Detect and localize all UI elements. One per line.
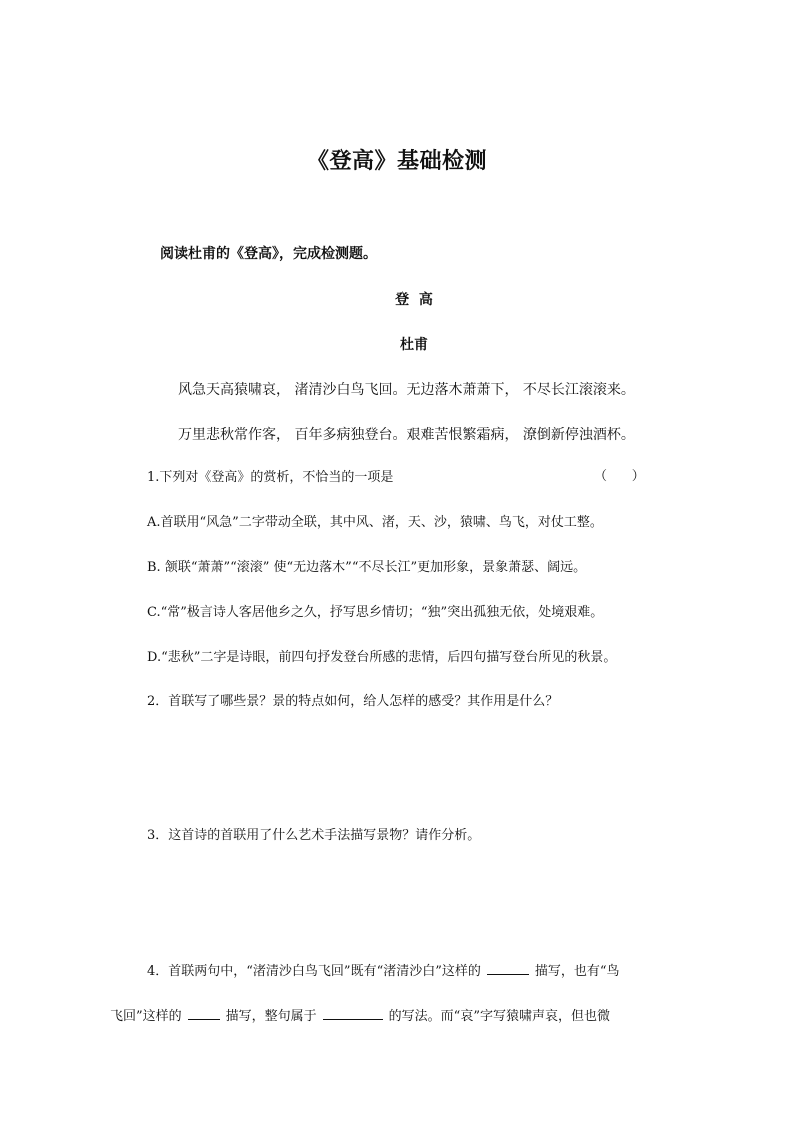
page-title: 《登高》基础检测 — [306, 148, 487, 174]
poem-line-1: 风急天高猿啸哀， 渚清沙白鸟飞回。无边落木萧萧下， 不尽长江滚滚来。 — [178, 382, 635, 398]
question-1-stem: 1.下列对《登高》的赏析，不恰当的一项是 — [147, 470, 394, 485]
reading-instruction: 阅读杜甫的《登高》，完成检测题。 — [160, 246, 377, 262]
question-2: 2．首联写了哪些景？景的特点如何，给人怎样的感受？其作用是什么？ — [147, 694, 559, 709]
fill-blank-1[interactable] — [487, 962, 529, 975]
question-1-option-c: C.“常”极言诗人客居他乡之久，抒写思乡情切；“独”突出孤独无依，处境艰难。 — [147, 605, 604, 620]
question-4-text-5: 的写法。而“哀”字写猿啸声哀，但也微 — [388, 1009, 610, 1024]
question-4-text-4: 描写，整句属于 — [225, 1009, 317, 1024]
question-1-option-d: D.“悲秋”二字是诗眼，前四句抒发登台所感的悲情，后四句描写登台所见的秋景。 — [147, 650, 617, 665]
question-4-text-3: 飞回”这样的 — [110, 1009, 182, 1024]
question-4-text-1: 4．首联两句中，“渚清沙白鸟飞回”既有“渚清沙白”这样的 — [147, 964, 481, 979]
question-4-line-2 — [110, 1007, 610, 1023]
question-4-line-1 — [147, 962, 620, 978]
question-4-text-2: 描写，也有“鸟 — [534, 964, 620, 979]
poem-line-2: 万里悲秋常作客， 百年多病独登台。艰难苦恨繁霜病， 潦倒新停浊酒杯。 — [178, 427, 635, 443]
question-3: 3．这首诗的首联用了什么艺术手法描写景物？请作分析。 — [147, 828, 481, 843]
poem-author: 杜甫 — [400, 337, 428, 353]
fill-blank-3[interactable] — [323, 1007, 383, 1020]
question-1-option-b: B. 颔联“萧萧”“滚滚” 使“无边落木”“不尽长江”更加形象，景象萧瑟、阔远。 — [147, 560, 587, 575]
answer-parentheses: （ ） — [594, 469, 645, 484]
poem-title: 登 高 — [395, 292, 433, 308]
fill-blank-2[interactable] — [188, 1007, 220, 1020]
question-1-option-a: A.首联用“风急”二字带动全联，其中风、渚，天、沙，猿啸、鸟飞，对仗工整。 — [147, 515, 603, 530]
